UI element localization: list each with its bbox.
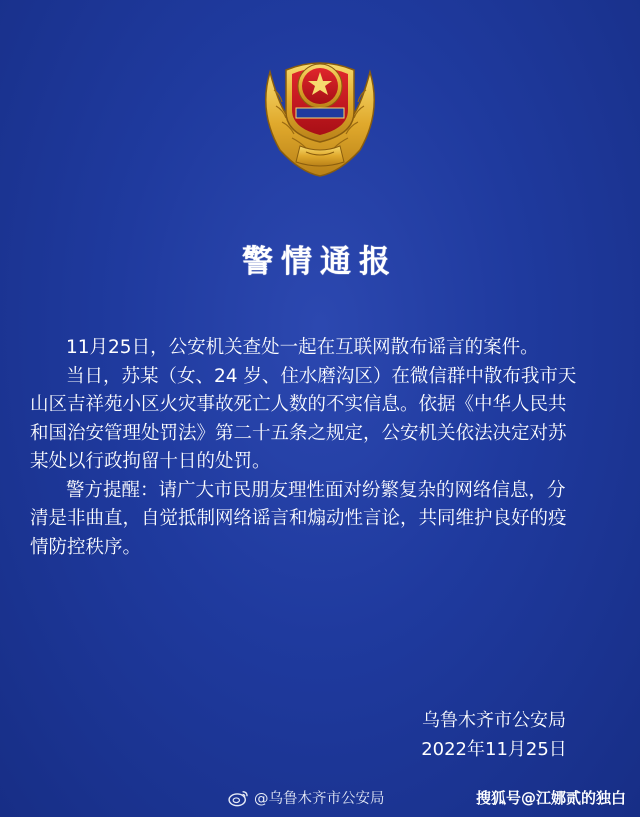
weibo-handle: @乌鲁木齐市公安局 — [254, 791, 385, 807]
issuing-authority: 乌鲁木齐市公安局 — [422, 710, 566, 731]
text-line: 警方提醒：请广大市民朋友理性面对纷繁复杂的网络信息，分 — [66, 479, 566, 501]
text-line: 和国治安管理处罚法》第二十五条之规定，公安机关依法决定对苏 — [30, 422, 567, 444]
paragraph-case-summary — [66, 334, 626, 363]
text-line: 情防控秩序。 — [30, 536, 142, 558]
weibo-watermark — [228, 787, 385, 808]
text-line: 清是非曲直，自觉抵制网络谣言和煽动性言论，共同维护良好的疫 — [30, 508, 567, 529]
notice-body — [30, 334, 626, 562]
sohu-watermark: 搜狐号@江娜贰的独白 — [475, 789, 626, 807]
weibo-icon — [228, 789, 250, 807]
text-line: 某处以行政拘留十日的处罚。 — [30, 451, 271, 472]
police-emblem-icon — [250, 42, 390, 182]
signature-block — [404, 706, 584, 764]
notice-title: 警情通报 — [242, 244, 398, 280]
paragraph-case-details — [30, 363, 626, 477]
text-line: 山区吉祥苑小区火灾事故死亡人数的不实信息。依据《中华人民共 — [30, 394, 567, 415]
issue-date: 2022年11月25日 — [421, 739, 567, 760]
paragraph-police-reminder — [30, 477, 626, 563]
text-line: 当日，苏某（女、24 岁、住水磨沟区）在微信群中散布我市天 — [66, 365, 577, 387]
text-line: 11月25日，公安机关查处一起在互联网散布谣言的案件。 — [66, 337, 539, 358]
